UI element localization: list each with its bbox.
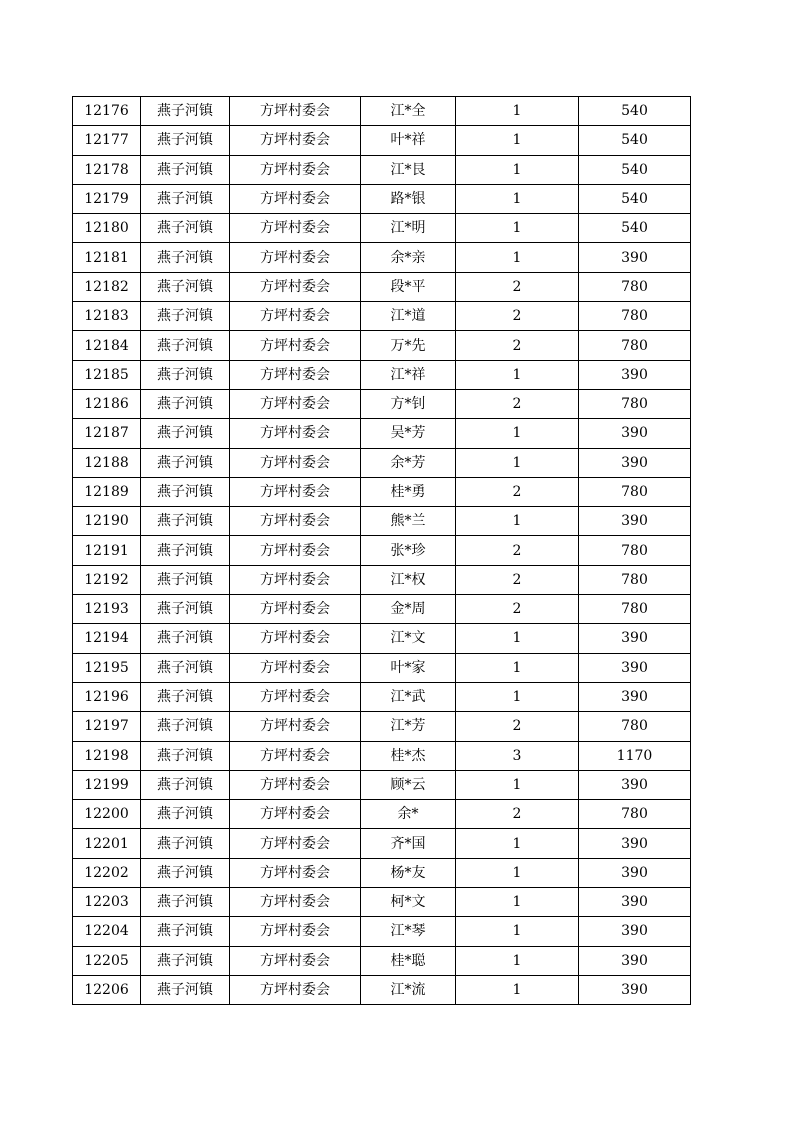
town-cell: 燕子河镇 <box>141 565 230 594</box>
name-cell: 桂*勇 <box>361 477 456 506</box>
amount-cell: 390 <box>579 858 691 887</box>
village-cell: 方坪村委会 <box>230 126 361 155</box>
table-row <box>73 126 691 155</box>
person-count-cell: 2 <box>456 477 579 506</box>
table-row <box>73 97 691 126</box>
person-count-cell: 1 <box>456 214 579 243</box>
table-row <box>73 653 691 682</box>
village-cell: 方坪村委会 <box>230 565 361 594</box>
record-id-cell: 12177 <box>73 126 141 155</box>
village-cell: 方坪村委会 <box>230 624 361 653</box>
town-cell: 燕子河镇 <box>141 595 230 624</box>
table-row <box>73 243 691 272</box>
amount-cell: 780 <box>579 800 691 829</box>
person-count-cell: 1 <box>456 419 579 448</box>
table-row <box>73 302 691 331</box>
town-cell: 燕子河镇 <box>141 946 230 975</box>
person-count-cell: 2 <box>456 712 579 741</box>
record-id-cell: 12198 <box>73 741 141 770</box>
name-cell: 江*祥 <box>361 360 456 389</box>
village-cell: 方坪村委会 <box>230 741 361 770</box>
village-cell: 方坪村委会 <box>230 302 361 331</box>
record-id-cell: 12197 <box>73 712 141 741</box>
table-row <box>73 331 691 360</box>
record-id-cell: 12179 <box>73 184 141 213</box>
amount-cell: 780 <box>579 302 691 331</box>
village-cell: 方坪村委会 <box>230 477 361 506</box>
name-cell: 江*道 <box>361 302 456 331</box>
record-id-cell: 12203 <box>73 888 141 917</box>
record-id-cell: 12196 <box>73 682 141 711</box>
amount-cell: 390 <box>579 682 691 711</box>
person-count-cell: 1 <box>456 888 579 917</box>
record-id-cell: 12190 <box>73 507 141 536</box>
amount-cell: 780 <box>579 477 691 506</box>
person-count-cell: 2 <box>456 595 579 624</box>
person-count-cell: 1 <box>456 946 579 975</box>
table-row <box>73 946 691 975</box>
record-id-cell: 12176 <box>73 97 141 126</box>
table-row <box>73 536 691 565</box>
town-cell: 燕子河镇 <box>141 126 230 155</box>
person-count-cell: 1 <box>456 682 579 711</box>
amount-cell: 390 <box>579 770 691 799</box>
table-row <box>73 155 691 184</box>
name-cell: 吴*芳 <box>361 419 456 448</box>
table-row <box>73 477 691 506</box>
name-cell: 江*文 <box>361 624 456 653</box>
person-count-cell: 1 <box>456 126 579 155</box>
record-id-cell: 12184 <box>73 331 141 360</box>
person-count-cell: 3 <box>456 741 579 770</box>
town-cell: 燕子河镇 <box>141 448 230 477</box>
person-count-cell: 1 <box>456 360 579 389</box>
person-count-cell: 1 <box>456 917 579 946</box>
village-cell: 方坪村委会 <box>230 243 361 272</box>
table-row <box>73 507 691 536</box>
amount-cell: 390 <box>579 888 691 917</box>
town-cell: 燕子河镇 <box>141 653 230 682</box>
village-cell: 方坪村委会 <box>230 184 361 213</box>
town-cell: 燕子河镇 <box>141 360 230 389</box>
town-cell: 燕子河镇 <box>141 858 230 887</box>
amount-cell: 780 <box>579 389 691 418</box>
village-cell: 方坪村委会 <box>230 917 361 946</box>
table-row <box>73 800 691 829</box>
town-cell: 燕子河镇 <box>141 770 230 799</box>
record-id-cell: 12205 <box>73 946 141 975</box>
record-id-cell: 12206 <box>73 975 141 1004</box>
table-row <box>73 360 691 389</box>
record-id-cell: 12192 <box>73 565 141 594</box>
name-cell: 桂*杰 <box>361 741 456 770</box>
name-cell: 余*亲 <box>361 243 456 272</box>
village-cell: 方坪村委会 <box>230 946 361 975</box>
table-row <box>73 682 691 711</box>
town-cell: 燕子河镇 <box>141 536 230 565</box>
village-cell: 方坪村委会 <box>230 360 361 389</box>
table-row <box>73 741 691 770</box>
person-count-cell: 1 <box>456 624 579 653</box>
record-id-cell: 12202 <box>73 858 141 887</box>
amount-cell: 780 <box>579 331 691 360</box>
person-count-cell: 1 <box>456 155 579 184</box>
record-id-cell: 12189 <box>73 477 141 506</box>
village-cell: 方坪村委会 <box>230 448 361 477</box>
person-count-cell: 1 <box>456 448 579 477</box>
name-cell: 余*芳 <box>361 448 456 477</box>
town-cell: 燕子河镇 <box>141 419 230 448</box>
record-id-cell: 12193 <box>73 595 141 624</box>
record-id-cell: 12183 <box>73 302 141 331</box>
town-cell: 燕子河镇 <box>141 214 230 243</box>
table-row <box>73 184 691 213</box>
name-cell: 江*权 <box>361 565 456 594</box>
town-cell: 燕子河镇 <box>141 712 230 741</box>
person-count-cell: 2 <box>456 800 579 829</box>
name-cell: 张*珍 <box>361 536 456 565</box>
amount-cell: 540 <box>579 184 691 213</box>
name-cell: 叶*家 <box>361 653 456 682</box>
village-cell: 方坪村委会 <box>230 214 361 243</box>
amount-cell: 540 <box>579 214 691 243</box>
amount-cell: 390 <box>579 419 691 448</box>
table-row <box>73 712 691 741</box>
person-count-cell: 1 <box>456 829 579 858</box>
village-cell: 方坪村委会 <box>230 155 361 184</box>
record-id-cell: 12182 <box>73 272 141 301</box>
village-cell: 方坪村委会 <box>230 419 361 448</box>
name-cell: 柯*文 <box>361 888 456 917</box>
town-cell: 燕子河镇 <box>141 975 230 1004</box>
village-cell: 方坪村委会 <box>230 272 361 301</box>
town-cell: 燕子河镇 <box>141 97 230 126</box>
record-id-cell: 12201 <box>73 829 141 858</box>
town-cell: 燕子河镇 <box>141 243 230 272</box>
table-row <box>73 419 691 448</box>
town-cell: 燕子河镇 <box>141 829 230 858</box>
name-cell: 江*流 <box>361 975 456 1004</box>
village-cell: 方坪村委会 <box>230 595 361 624</box>
person-count-cell: 1 <box>456 770 579 799</box>
person-count-cell: 1 <box>456 97 579 126</box>
village-cell: 方坪村委会 <box>230 682 361 711</box>
record-id-cell: 12200 <box>73 800 141 829</box>
record-id-cell: 12194 <box>73 624 141 653</box>
amount-cell: 780 <box>579 712 691 741</box>
village-cell: 方坪村委会 <box>230 536 361 565</box>
table-row <box>73 975 691 1004</box>
town-cell: 燕子河镇 <box>141 917 230 946</box>
record-id-cell: 12199 <box>73 770 141 799</box>
name-cell: 段*平 <box>361 272 456 301</box>
name-cell: 江*明 <box>361 214 456 243</box>
name-cell: 江*全 <box>361 97 456 126</box>
person-count-cell: 2 <box>456 272 579 301</box>
amount-cell: 780 <box>579 595 691 624</box>
person-count-cell: 1 <box>456 975 579 1004</box>
table-row <box>73 214 691 243</box>
town-cell: 燕子河镇 <box>141 302 230 331</box>
amount-cell: 390 <box>579 507 691 536</box>
name-cell: 杨*友 <box>361 858 456 887</box>
town-cell: 燕子河镇 <box>141 624 230 653</box>
table-row <box>73 624 691 653</box>
person-count-cell: 1 <box>456 858 579 887</box>
amount-cell: 780 <box>579 565 691 594</box>
amount-cell: 540 <box>579 97 691 126</box>
table-row <box>73 858 691 887</box>
amount-cell: 780 <box>579 536 691 565</box>
town-cell: 燕子河镇 <box>141 741 230 770</box>
name-cell: 余* <box>361 800 456 829</box>
roster-table <box>72 96 691 1005</box>
record-id-cell: 12181 <box>73 243 141 272</box>
person-count-cell: 1 <box>456 653 579 682</box>
town-cell: 燕子河镇 <box>141 389 230 418</box>
record-id-cell: 12188 <box>73 448 141 477</box>
amount-cell: 390 <box>579 624 691 653</box>
village-cell: 方坪村委会 <box>230 829 361 858</box>
village-cell: 方坪村委会 <box>230 888 361 917</box>
town-cell: 燕子河镇 <box>141 800 230 829</box>
amount-cell: 1170 <box>579 741 691 770</box>
amount-cell: 390 <box>579 448 691 477</box>
village-cell: 方坪村委会 <box>230 770 361 799</box>
village-cell: 方坪村委会 <box>230 975 361 1004</box>
table-row <box>73 917 691 946</box>
table-row <box>73 888 691 917</box>
name-cell: 方*钊 <box>361 389 456 418</box>
table-row <box>73 272 691 301</box>
record-id-cell: 12180 <box>73 214 141 243</box>
person-count-cell: 2 <box>456 565 579 594</box>
record-id-cell: 12186 <box>73 389 141 418</box>
village-cell: 方坪村委会 <box>230 653 361 682</box>
person-count-cell: 2 <box>456 389 579 418</box>
record-id-cell: 12187 <box>73 419 141 448</box>
amount-cell: 390 <box>579 975 691 1004</box>
name-cell: 江*武 <box>361 682 456 711</box>
record-id-cell: 12191 <box>73 536 141 565</box>
amount-cell: 780 <box>579 272 691 301</box>
person-count-cell: 1 <box>456 243 579 272</box>
table-row <box>73 389 691 418</box>
amount-cell: 540 <box>579 155 691 184</box>
village-cell: 方坪村委会 <box>230 858 361 887</box>
name-cell: 叶*祥 <box>361 126 456 155</box>
name-cell: 路*银 <box>361 184 456 213</box>
village-cell: 方坪村委会 <box>230 97 361 126</box>
town-cell: 燕子河镇 <box>141 272 230 301</box>
person-count-cell: 1 <box>456 507 579 536</box>
person-count-cell: 1 <box>456 184 579 213</box>
table-row <box>73 770 691 799</box>
village-cell: 方坪村委会 <box>230 800 361 829</box>
roster-table-body <box>73 97 691 1005</box>
amount-cell: 390 <box>579 653 691 682</box>
village-cell: 方坪村委会 <box>230 331 361 360</box>
village-cell: 方坪村委会 <box>230 389 361 418</box>
person-count-cell: 2 <box>456 302 579 331</box>
amount-cell: 390 <box>579 360 691 389</box>
village-cell: 方坪村委会 <box>230 507 361 536</box>
name-cell: 金*周 <box>361 595 456 624</box>
amount-cell: 390 <box>579 946 691 975</box>
town-cell: 燕子河镇 <box>141 331 230 360</box>
name-cell: 万*先 <box>361 331 456 360</box>
town-cell: 燕子河镇 <box>141 682 230 711</box>
record-id-cell: 12204 <box>73 917 141 946</box>
person-count-cell: 2 <box>456 536 579 565</box>
name-cell: 江*琴 <box>361 917 456 946</box>
town-cell: 燕子河镇 <box>141 184 230 213</box>
town-cell: 燕子河镇 <box>141 888 230 917</box>
amount-cell: 540 <box>579 126 691 155</box>
town-cell: 燕子河镇 <box>141 507 230 536</box>
name-cell: 熊*兰 <box>361 507 456 536</box>
name-cell: 江*芳 <box>361 712 456 741</box>
town-cell: 燕子河镇 <box>141 477 230 506</box>
record-id-cell: 12178 <box>73 155 141 184</box>
record-id-cell: 12195 <box>73 653 141 682</box>
village-cell: 方坪村委会 <box>230 712 361 741</box>
amount-cell: 390 <box>579 917 691 946</box>
table-row <box>73 595 691 624</box>
table-row <box>73 829 691 858</box>
amount-cell: 390 <box>579 243 691 272</box>
name-cell: 顾*云 <box>361 770 456 799</box>
name-cell: 齐*国 <box>361 829 456 858</box>
table-row <box>73 565 691 594</box>
record-id-cell: 12185 <box>73 360 141 389</box>
town-cell: 燕子河镇 <box>141 155 230 184</box>
person-count-cell: 2 <box>456 331 579 360</box>
name-cell: 桂*聪 <box>361 946 456 975</box>
table-row <box>73 448 691 477</box>
name-cell: 江*艮 <box>361 155 456 184</box>
amount-cell: 390 <box>579 829 691 858</box>
